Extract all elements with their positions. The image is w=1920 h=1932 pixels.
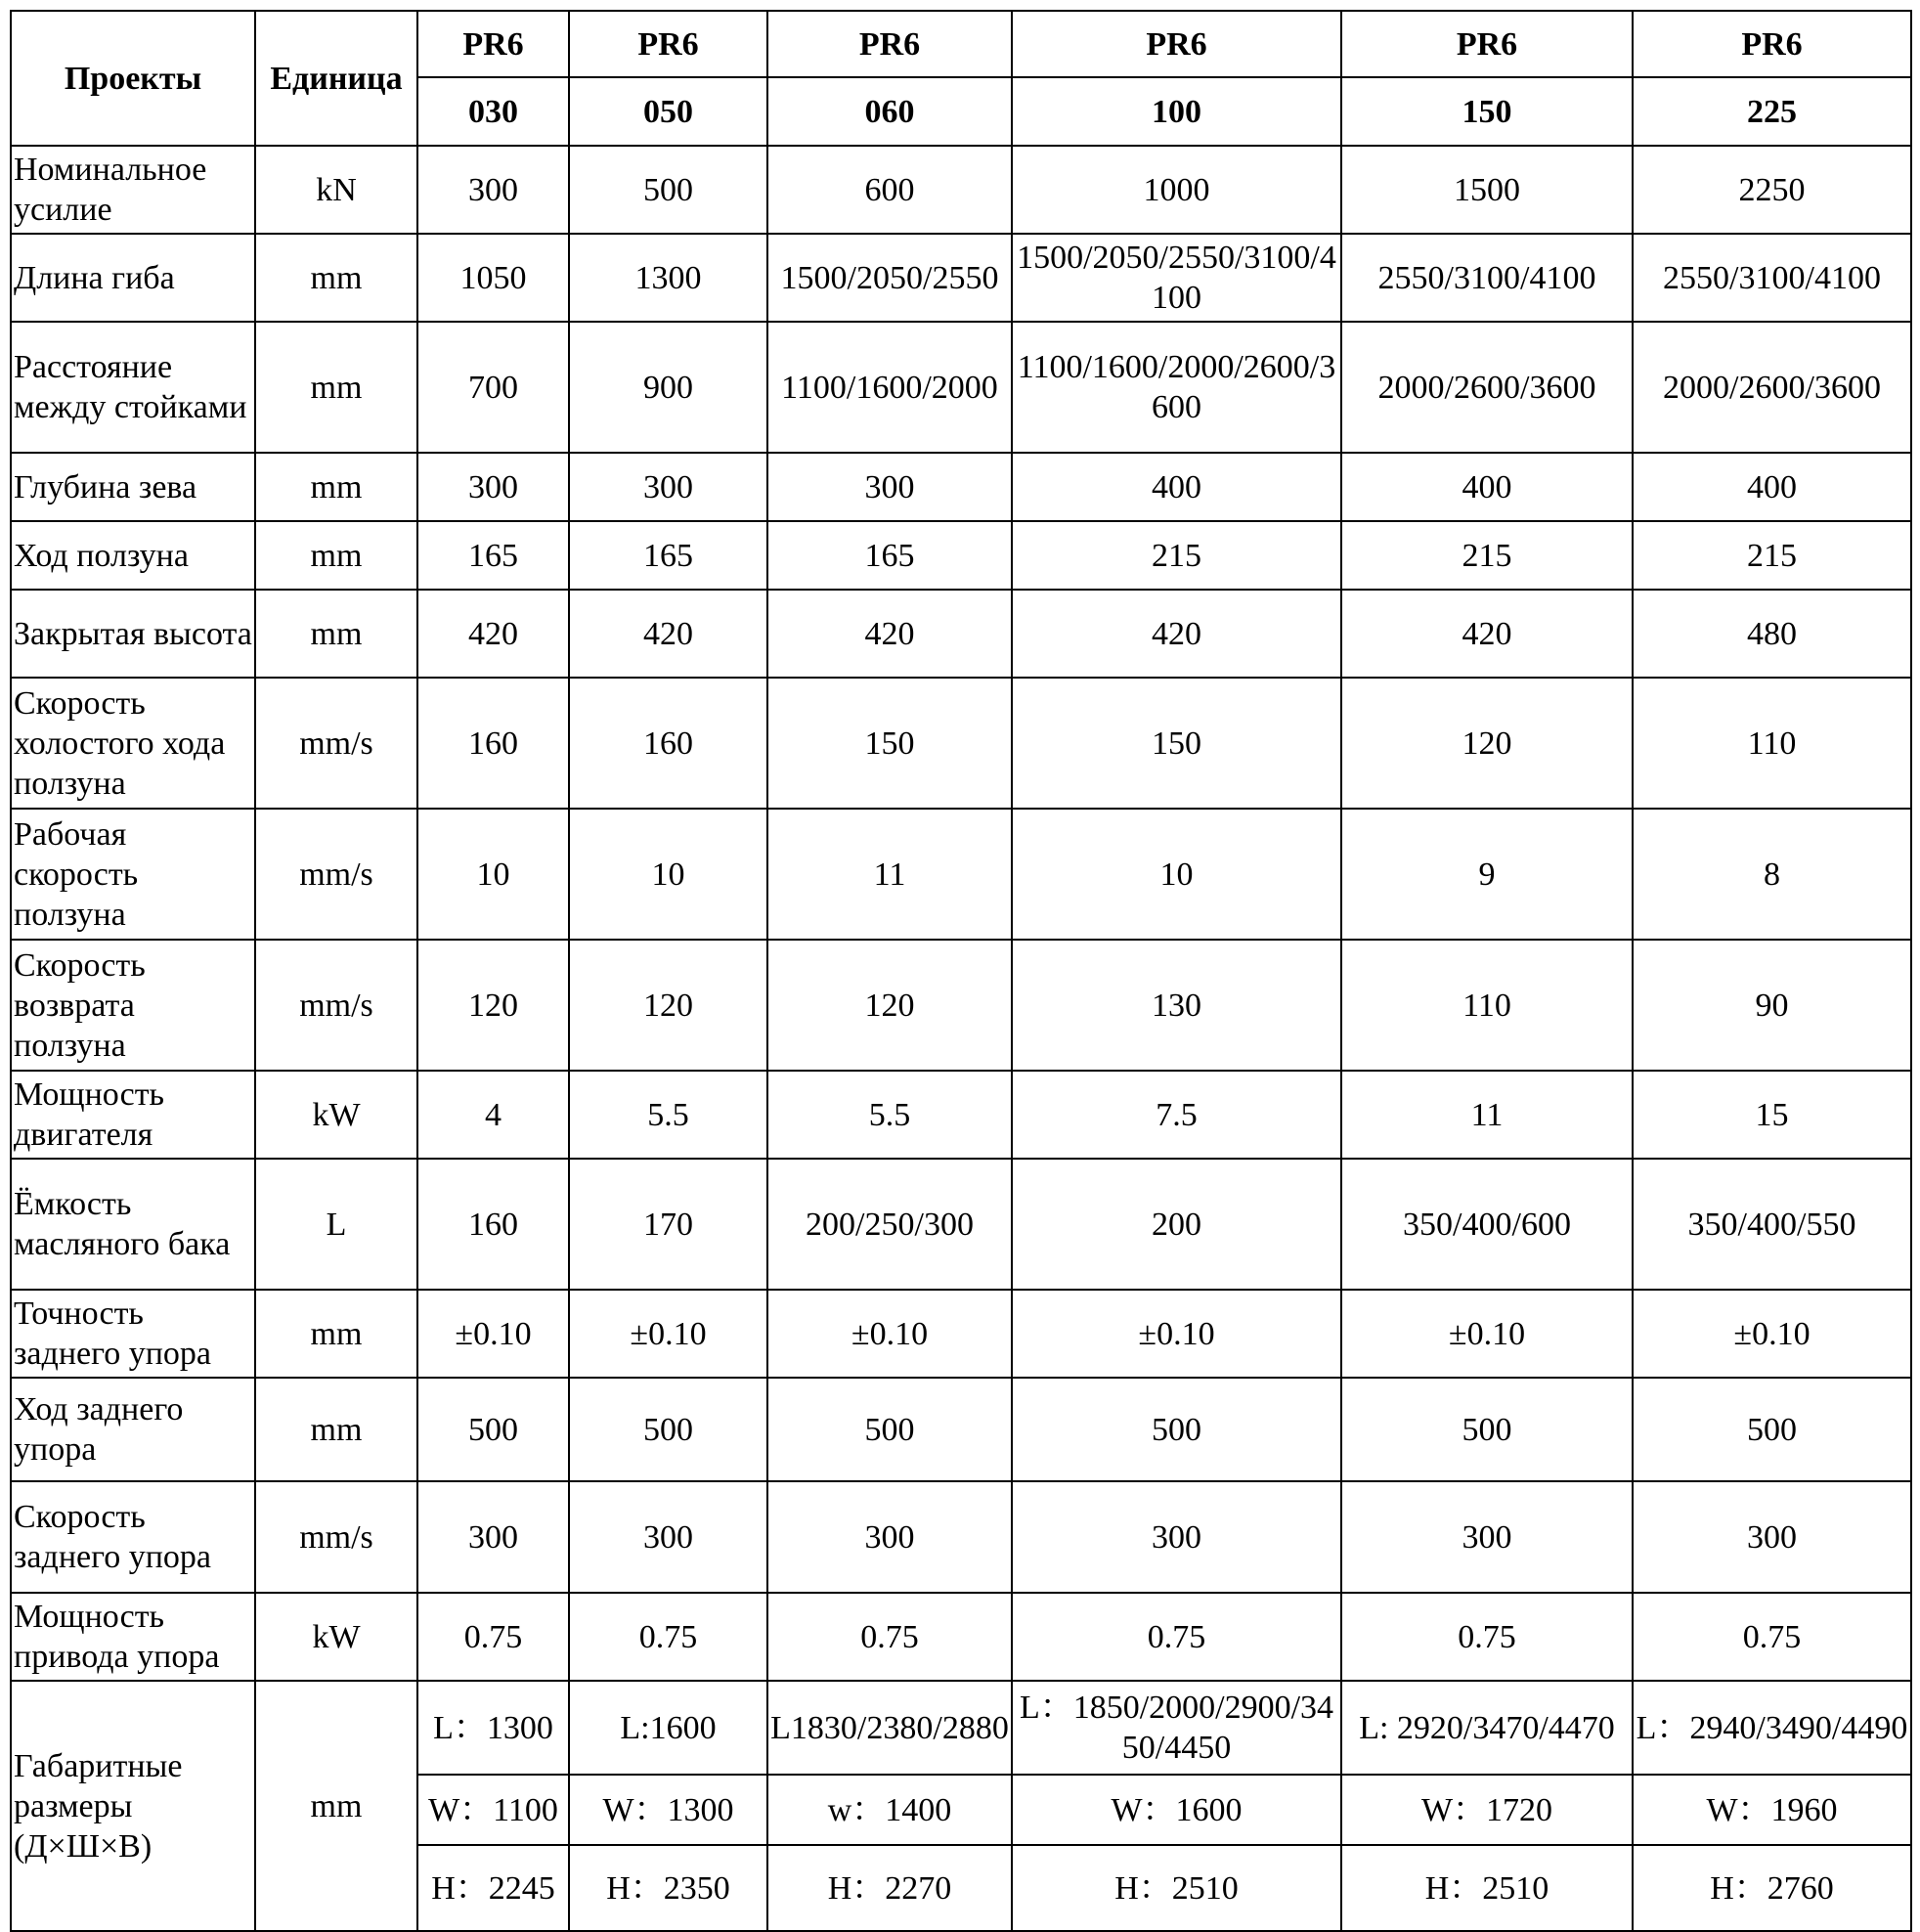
dimension-height: H：2510 [1341,1845,1633,1931]
param-value: 300 [417,453,569,521]
param-value: 300 [767,1481,1012,1593]
dimension-height: H：2350 [569,1845,767,1931]
param-value: 90 [1633,940,1911,1071]
spec-row [11,234,1911,322]
param-value: 420 [1012,590,1341,678]
param-value: 120 [1341,678,1633,809]
param-value: 600 [767,146,1012,234]
param-value: 500 [767,1378,1012,1481]
param-value: 110 [1341,940,1633,1071]
spec-row [11,1159,1911,1290]
param-unit: mm [255,1681,417,1931]
dimension-width: W：1600 [1012,1775,1341,1845]
param-value: 500 [1012,1378,1341,1481]
header-model-series: PR6 [1341,11,1633,77]
param-value: 9 [1341,809,1633,940]
param-value: 300 [1633,1481,1911,1593]
header-model-series: PR6 [1012,11,1341,77]
param-value: 1300 [569,234,767,322]
param-unit: mm [255,1290,417,1378]
header-model-code: 050 [569,77,767,146]
param-value: 5.5 [569,1071,767,1159]
spec-row [11,1071,1911,1159]
param-unit: mm/s [255,809,417,940]
param-value: 500 [569,146,767,234]
param-value: 10 [569,809,767,940]
dimension-height: H：2270 [767,1845,1012,1931]
spec-row [11,1378,1911,1481]
param-value: 1500/2050/2550 [767,234,1012,322]
param-value: ±0.10 [1341,1290,1633,1378]
param-value: 120 [569,940,767,1071]
param-value: 300 [417,146,569,234]
param-value: 2250 [1633,146,1911,234]
dimension-length: L1830/2380/2880 [767,1681,1012,1775]
spec-row [11,1290,1911,1378]
param-value: 1000 [1012,146,1341,234]
param-name: Ёмкость масляного бака [11,1159,255,1290]
dimension-height: H：2760 [1633,1845,1911,1931]
param-value: 0.75 [1341,1593,1633,1681]
param-value: 150 [1012,678,1341,809]
param-value: 215 [1341,521,1633,590]
spec-table [10,10,1912,1932]
param-name: Мощность привода упора [11,1593,255,1681]
param-value: 160 [417,1159,569,1290]
param-name: Скорость заднего упора [11,1481,255,1593]
param-value: 130 [1012,940,1341,1071]
header-model-series: PR6 [1633,11,1911,77]
param-value: 500 [569,1378,767,1481]
header-model-code: 030 [417,77,569,146]
spec-row [11,521,1911,590]
param-value: 2000/2600/3600 [1633,322,1911,453]
param-value: 420 [417,590,569,678]
param-unit: kN [255,146,417,234]
param-name: Скорость холостого хода ползуна [11,678,255,809]
header-row-series [11,11,1911,77]
param-unit: L [255,1159,417,1290]
param-unit: mm [255,1378,417,1481]
param-value: 4 [417,1071,569,1159]
dimension-length: L：1850/2000/2900/3450/4450 [1012,1681,1341,1775]
dimension-width: w：1400 [767,1775,1012,1845]
param-name: Длина гиба [11,234,255,322]
dimension-width: W：1100 [417,1775,569,1845]
param-value: 165 [569,521,767,590]
spec-row [11,590,1911,678]
param-value: 120 [767,940,1012,1071]
param-value: 0.75 [417,1593,569,1681]
param-value: 170 [569,1159,767,1290]
param-value: 900 [569,322,767,453]
header-model-series: PR6 [569,11,767,77]
param-name: Точность заднего упора [11,1290,255,1378]
param-value: 1500 [1341,146,1633,234]
param-value: 0.75 [1633,1593,1911,1681]
param-unit: mm [255,453,417,521]
spec-row [11,146,1911,234]
dimension-height: H：2245 [417,1845,569,1931]
param-unit: mm [255,234,417,322]
param-value: ±0.10 [1633,1290,1911,1378]
param-value: 1500/2050/2550/3100/4100 [1012,234,1341,322]
param-name: Мощность двигателя [11,1071,255,1159]
dimensions-block [11,1681,1911,1931]
param-value: 350/400/600 [1341,1159,1633,1290]
param-name: Скорость возврата ползуна [11,940,255,1071]
param-value: 480 [1633,590,1911,678]
param-value: 150 [767,678,1012,809]
param-value: ±0.10 [767,1290,1012,1378]
param-value: ±0.10 [1012,1290,1341,1378]
param-value: 1100/1600/2000 [767,322,1012,453]
param-value: 120 [417,940,569,1071]
param-value: 5.5 [767,1071,1012,1159]
param-value: 0.75 [1012,1593,1341,1681]
param-value: 10 [1012,809,1341,940]
param-name: Глубина зева [11,453,255,521]
param-unit: mm [255,322,417,453]
param-value: 0.75 [569,1593,767,1681]
param-value: 110 [1633,678,1911,809]
param-value: 300 [569,1481,767,1593]
header-model-series: PR6 [767,11,1012,77]
param-value: 11 [767,809,1012,940]
param-value: 300 [1012,1481,1341,1593]
param-value: 300 [1341,1481,1633,1593]
param-value: 1050 [417,234,569,322]
param-value: 11 [1341,1071,1633,1159]
param-value: 420 [1341,590,1633,678]
param-value: 215 [1633,521,1911,590]
param-unit: mm [255,521,417,590]
param-value: 160 [417,678,569,809]
param-value: 500 [417,1378,569,1481]
dimension-length: L:1600 [569,1681,767,1775]
dimensions-row-length [11,1681,1911,1775]
param-name: Ход заднего упора [11,1378,255,1481]
dimension-length: L：1300 [417,1681,569,1775]
param-unit: mm/s [255,940,417,1071]
param-unit: mm/s [255,678,417,809]
param-value: 10 [417,809,569,940]
param-value: 160 [569,678,767,809]
param-value: 8 [1633,809,1911,940]
dimension-width: W：1720 [1341,1775,1633,1845]
param-value: ±0.10 [569,1290,767,1378]
param-value: 165 [417,521,569,590]
param-value: 420 [569,590,767,678]
param-value: 300 [417,1481,569,1593]
param-value: 200 [1012,1159,1341,1290]
param-value: 350/400/550 [1633,1159,1911,1290]
param-value: 300 [569,453,767,521]
param-unit: mm [255,590,417,678]
dimension-length: L：2940/3490/4490 [1633,1681,1911,1775]
dimension-length: L: 2920/3470/4470 [1341,1681,1633,1775]
header-projects: Проекты [11,11,255,146]
param-value: 400 [1341,453,1633,521]
param-value: 400 [1012,453,1341,521]
param-name: Номинальное усилие [11,146,255,234]
header-model-code: 100 [1012,77,1341,146]
param-value: 200/250/300 [767,1159,1012,1290]
header-model-series: PR6 [417,11,569,77]
param-value: 500 [1633,1378,1911,1481]
param-value: 700 [417,322,569,453]
param-unit: mm/s [255,1481,417,1593]
param-value: 2550/3100/4100 [1341,234,1633,322]
param-value: 2000/2600/3600 [1341,322,1633,453]
param-value: 2550/3100/4100 [1633,234,1911,322]
param-value: ±0.10 [417,1290,569,1378]
param-value: 1100/1600/2000/2600/3600 [1012,322,1341,453]
header-unit: Единица [255,11,417,146]
param-value: 420 [767,590,1012,678]
dimension-height: H：2510 [1012,1845,1341,1931]
dimension-width: W：1960 [1633,1775,1911,1845]
param-name: Закрытая высота [11,590,255,678]
param-value: 300 [767,453,1012,521]
param-unit: kW [255,1071,417,1159]
param-value: 7.5 [1012,1071,1341,1159]
param-name: Расстояние между стойками [11,322,255,453]
spec-row [11,1593,1911,1681]
spec-row [11,809,1911,940]
header-model-code: 225 [1633,77,1911,146]
param-value: 0.75 [767,1593,1012,1681]
param-value: 500 [1341,1378,1633,1481]
param-unit: kW [255,1593,417,1681]
param-value: 15 [1633,1071,1911,1159]
dimension-width: W：1300 [569,1775,767,1845]
spec-row [11,453,1911,521]
spec-row [11,322,1911,453]
header-model-code: 150 [1341,77,1633,146]
param-value: 400 [1633,453,1911,521]
spec-row [11,940,1911,1071]
param-name: Ход ползуна [11,521,255,590]
spec-row [11,1481,1911,1593]
spec-row [11,678,1911,809]
header-model-code: 060 [767,77,1012,146]
param-name: Рабочая скорость ползуна [11,809,255,940]
param-value: 215 [1012,521,1341,590]
spec-rows [11,146,1911,1681]
param-name: Габаритные размеры (Д×Ш×В) [11,1681,255,1931]
param-value: 165 [767,521,1012,590]
